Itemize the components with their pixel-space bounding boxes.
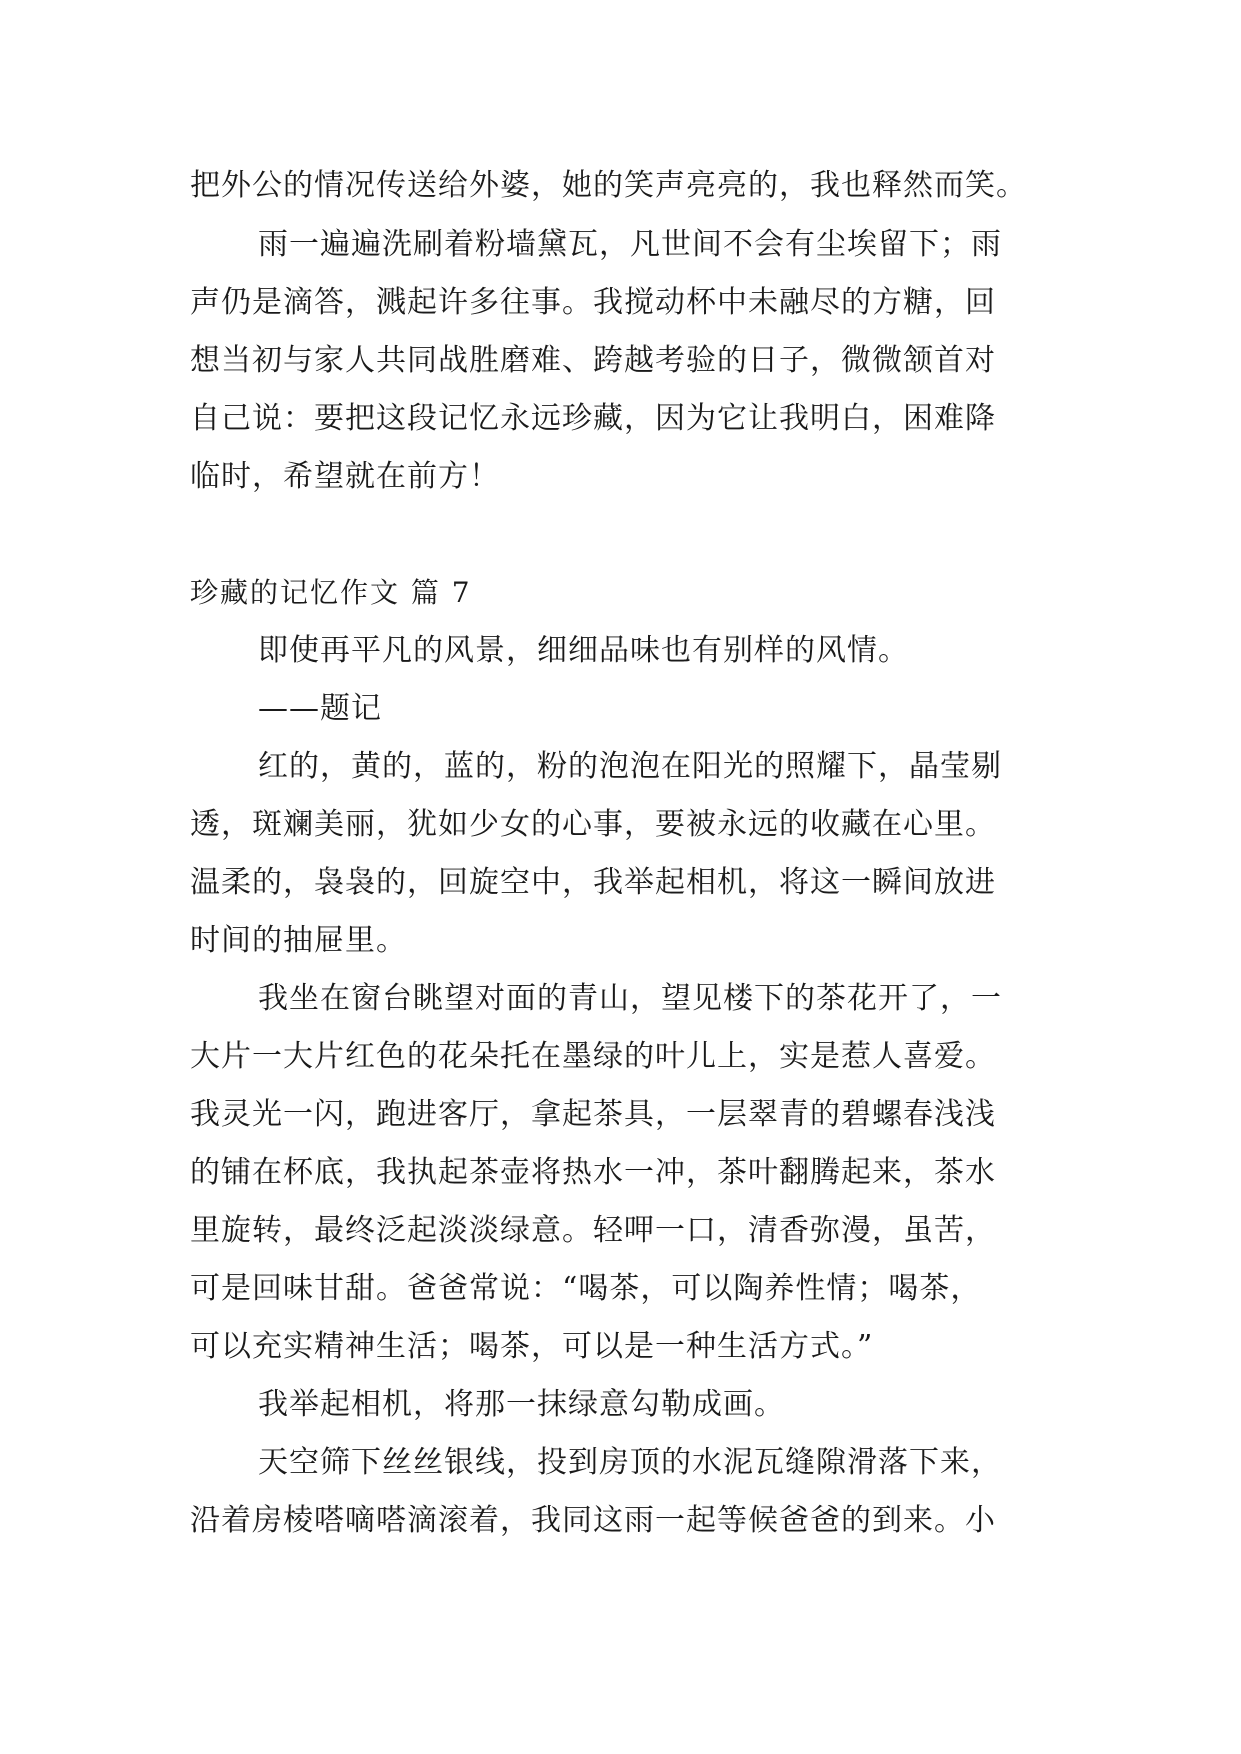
paragraph-line: 我坐在窗台眺望对面的青山，望见楼下的茶花开了，一 [258,981,1002,1016]
paragraph-line: 自己说：要把这段记忆永远珍藏，因为它让我明白，困难降 [190,401,996,436]
paragraph-line: 临时，希望就在前方！ [190,459,500,494]
paragraph-line: 我灵光一闪，跑进客厅，拿起茶具，一层翠青的碧螺春浅浅 [190,1097,996,1132]
paragraph-line: 想当初与家人共同战胜磨难、跨越考验的日子，微微颔首对 [190,343,996,378]
paragraph-line: 透，斑斓美丽，犹如少女的心事，要被永远的收藏在心里。 [190,807,996,842]
paragraph-line: 大片一大片红色的花朵托在墨绿的叶儿上，实是惹人喜爱。 [190,1039,996,1074]
epigraph-line: 即使再平凡的风景，细细品味也有别样的风情。 [258,633,909,668]
paragraph-line: 可以充实精神生活；喝茶，可以是一种生活方式。” [190,1329,874,1364]
paragraph-line: 雨一遍遍洗刷着粉墙黛瓦，凡世间不会有尘埃留下；雨 [258,227,1002,262]
paragraph-line: 里旋转，最终泛起淡淡绿意。轻呷一口，清香弥漫，虽苦， [190,1213,996,1248]
paragraph-line: 我举起相机，将那一抹绿意勾勒成画。 [258,1387,785,1422]
epigraph-attribution: ——题记 [258,691,382,726]
paragraph-line: 可是回味甘甜。爸爸常说：“喝茶，可以陶养性情；喝茶， [190,1271,982,1306]
paragraph-line: 的铺在杯底，我执起茶壶将热水一冲，茶叶翻腾起来，茶水 [190,1155,996,1190]
paragraph-line: 把外公的情况传送给外婆，她的笑声亮亮的，我也释然而笑。 [190,168,1027,203]
paragraph-line: 红的，黄的，蓝的，粉的泡泡在阳光的照耀下，晶莹剔 [258,749,1002,784]
paragraph-line: 温柔的，袅袅的，回旋空中，我举起相机，将这一瞬间放进 [190,865,996,900]
section-heading: 珍藏的记忆作文 篇 7 [190,576,472,609]
paragraph-line: 沿着房棱嗒嘀嗒滴滚着，我同这雨一起等候爸爸的到来。小 [190,1503,996,1538]
paragraph-line: 时间的抽屉里。 [190,923,407,958]
paragraph-line: 声仍是滴答，溅起许多往事。我搅动杯中未融尽的方糖，回 [190,285,996,320]
paragraph-line: 天空筛下丝丝银线，投到房顶的水泥瓦缝隙滑落下来， [258,1445,1002,1480]
